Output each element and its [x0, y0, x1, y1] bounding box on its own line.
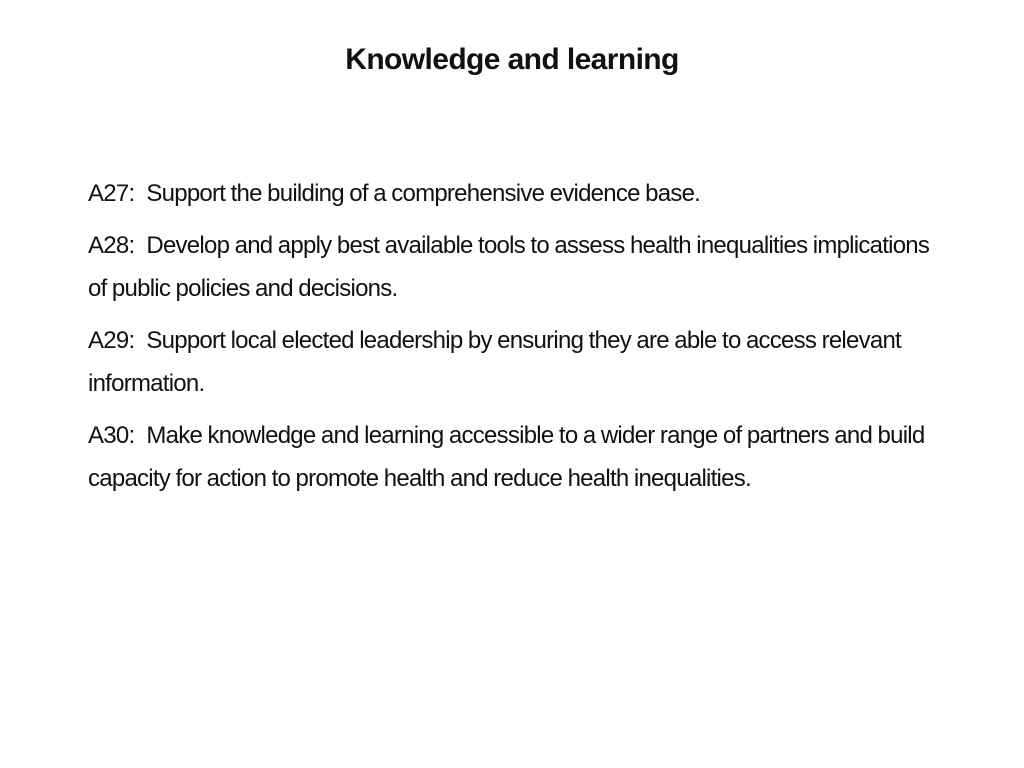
action-text: Make knowledge and learning accessible to a wider range of partners and build capacity for action to promote health and reduce health inequalities.	[88, 422, 925, 492]
action-code: A29:	[88, 327, 135, 354]
action-item-a27	[88, 172, 933, 215]
slide-title: Knowledge and learning	[345, 43, 679, 76]
action-code: A28:	[88, 232, 135, 259]
action-text: Support the building of a comprehensive evidence base.	[146, 180, 701, 207]
action-item-a30	[88, 414, 933, 500]
action-code: A27:	[88, 180, 135, 207]
action-text: Support local elected leadership by ensuring they are able to access relevant information.	[88, 327, 901, 397]
action-code: A30:	[88, 422, 135, 449]
action-text: Develop and apply best available tools to assess health inequalities implications of public policies and decisions.	[88, 232, 930, 302]
action-item-a29	[88, 319, 933, 405]
action-list	[88, 172, 933, 509]
action-item-a28	[88, 224, 933, 310]
